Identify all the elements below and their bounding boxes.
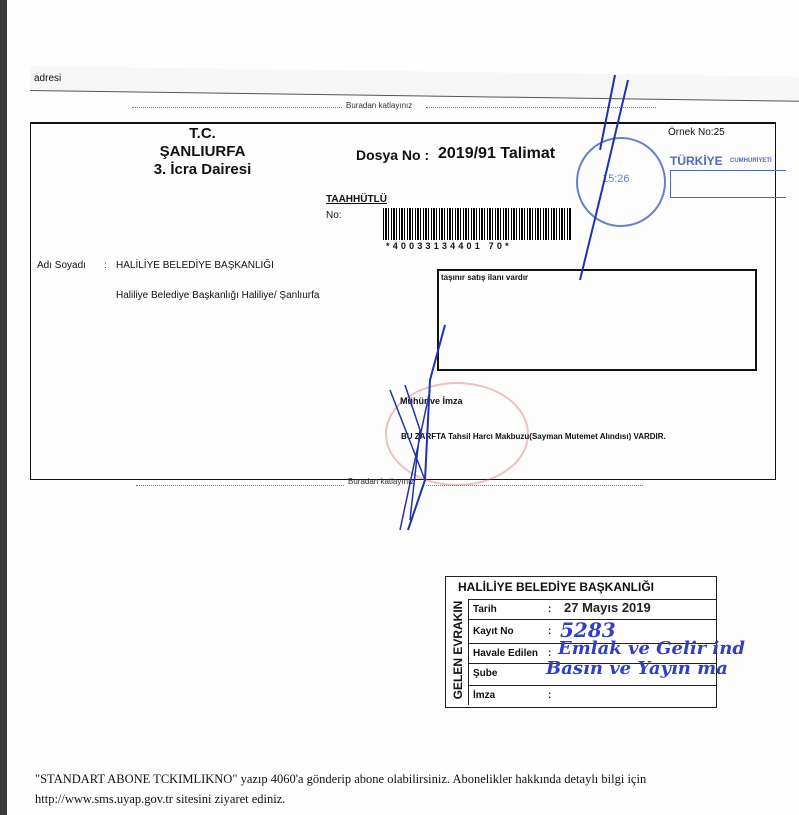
sample-number: Örnek No:25 (668, 127, 725, 138)
stamp-branch-value: Basın ve Yayın ma (546, 658, 728, 679)
stamp-branch-label: Şube (473, 668, 498, 679)
registered-no-label: No: (326, 210, 342, 221)
recipient-address: Haliliye Belediye Başkanlığı Haliliye/ Şanlıurfa (116, 290, 320, 301)
footer-line-1: "STANDART ABONE TCKIMLIKNO" yazıp 4060'a gönderip abone olabilirsiniz. Abonelikler hakkında detaylı bilgi için (35, 772, 647, 786)
fold-instruction-bottom: Buradan katlayınız (348, 477, 415, 486)
recipient-name: HALİLİYE BELEDİYE BAŞKANLIĞI (116, 260, 274, 271)
stamp-date-value: 27 Mayıs 2019 (564, 600, 651, 615)
footer-line-2: http://www.sms.uyap.gov.tr sitesini ziyaret ediniz. (35, 792, 286, 806)
stamp-reg-label: Kayıt No (473, 626, 514, 637)
barcode-number: *40033134401 70* (386, 241, 512, 251)
seal-signature-label: Mühür ve İmza (400, 396, 463, 406)
stamp-date-label: Tarih (473, 604, 497, 615)
stamp-side-label: GELEN EVRAKIN (451, 600, 465, 700)
file-number-label: Dosya No : (356, 147, 430, 163)
receipt-note: BU ZARFTA Tahsil Harcı Makbuzu(Sayman Mutemet Alındısı) VARDIR. (401, 432, 666, 441)
note-text: taşınır satış ilanı vardır (441, 273, 529, 282)
stamp-date-sep: : (548, 604, 552, 615)
stamp-assigned-label: Havale Edilen (473, 648, 539, 659)
ptt-stamp-lines (670, 170, 786, 198)
stamp-time: 15:26 (602, 173, 630, 185)
stamp-signature-sep: : (548, 690, 552, 701)
recipient-name-label: Adı Soyadı (37, 260, 86, 271)
address-label: adresi (34, 73, 62, 84)
stamp-signature-label: İmza (473, 690, 496, 701)
header-city: ŞANLIURFA (159, 143, 246, 160)
registered-label: TAAHHÜTLÜ (326, 194, 387, 205)
stamp-reg-sep: : (548, 626, 552, 637)
stamp-row-signature (468, 685, 716, 706)
ptt-cumhuriyeti-label: CUMHURİYETİ (730, 158, 772, 164)
stamp-title: HALİLİYE BELEDİYE BAŞKANLIĞI (458, 580, 655, 594)
header-office: 3. İcra Dairesi (153, 161, 252, 178)
fold-line-left (132, 107, 342, 108)
header-tc: T.C. (189, 125, 216, 142)
file-number-value: 2019/91 Talimat (438, 145, 556, 162)
stamp-row-date (468, 599, 716, 620)
fold-line-right-bottom (428, 485, 643, 486)
footer-text (35, 769, 755, 809)
fold-instruction-top: Buradan katlayınız (346, 101, 413, 110)
stamp-reg-value: 5283 (560, 618, 616, 642)
incoming-document-stamp (445, 576, 745, 708)
fold-line-left-bottom (136, 485, 344, 486)
stamp-row-branch (468, 658, 728, 686)
recipient-sep: : (104, 260, 107, 271)
viewer-sidebar-edge (0, 0, 7, 815)
stamp-assigned-value: Emlak ve Gelir ind (558, 638, 745, 659)
stamp-side-label-box (446, 599, 469, 705)
ptt-turkiye-label: TÜRKİYE (670, 154, 723, 168)
stamp-assigned-sep: : (548, 648, 552, 659)
